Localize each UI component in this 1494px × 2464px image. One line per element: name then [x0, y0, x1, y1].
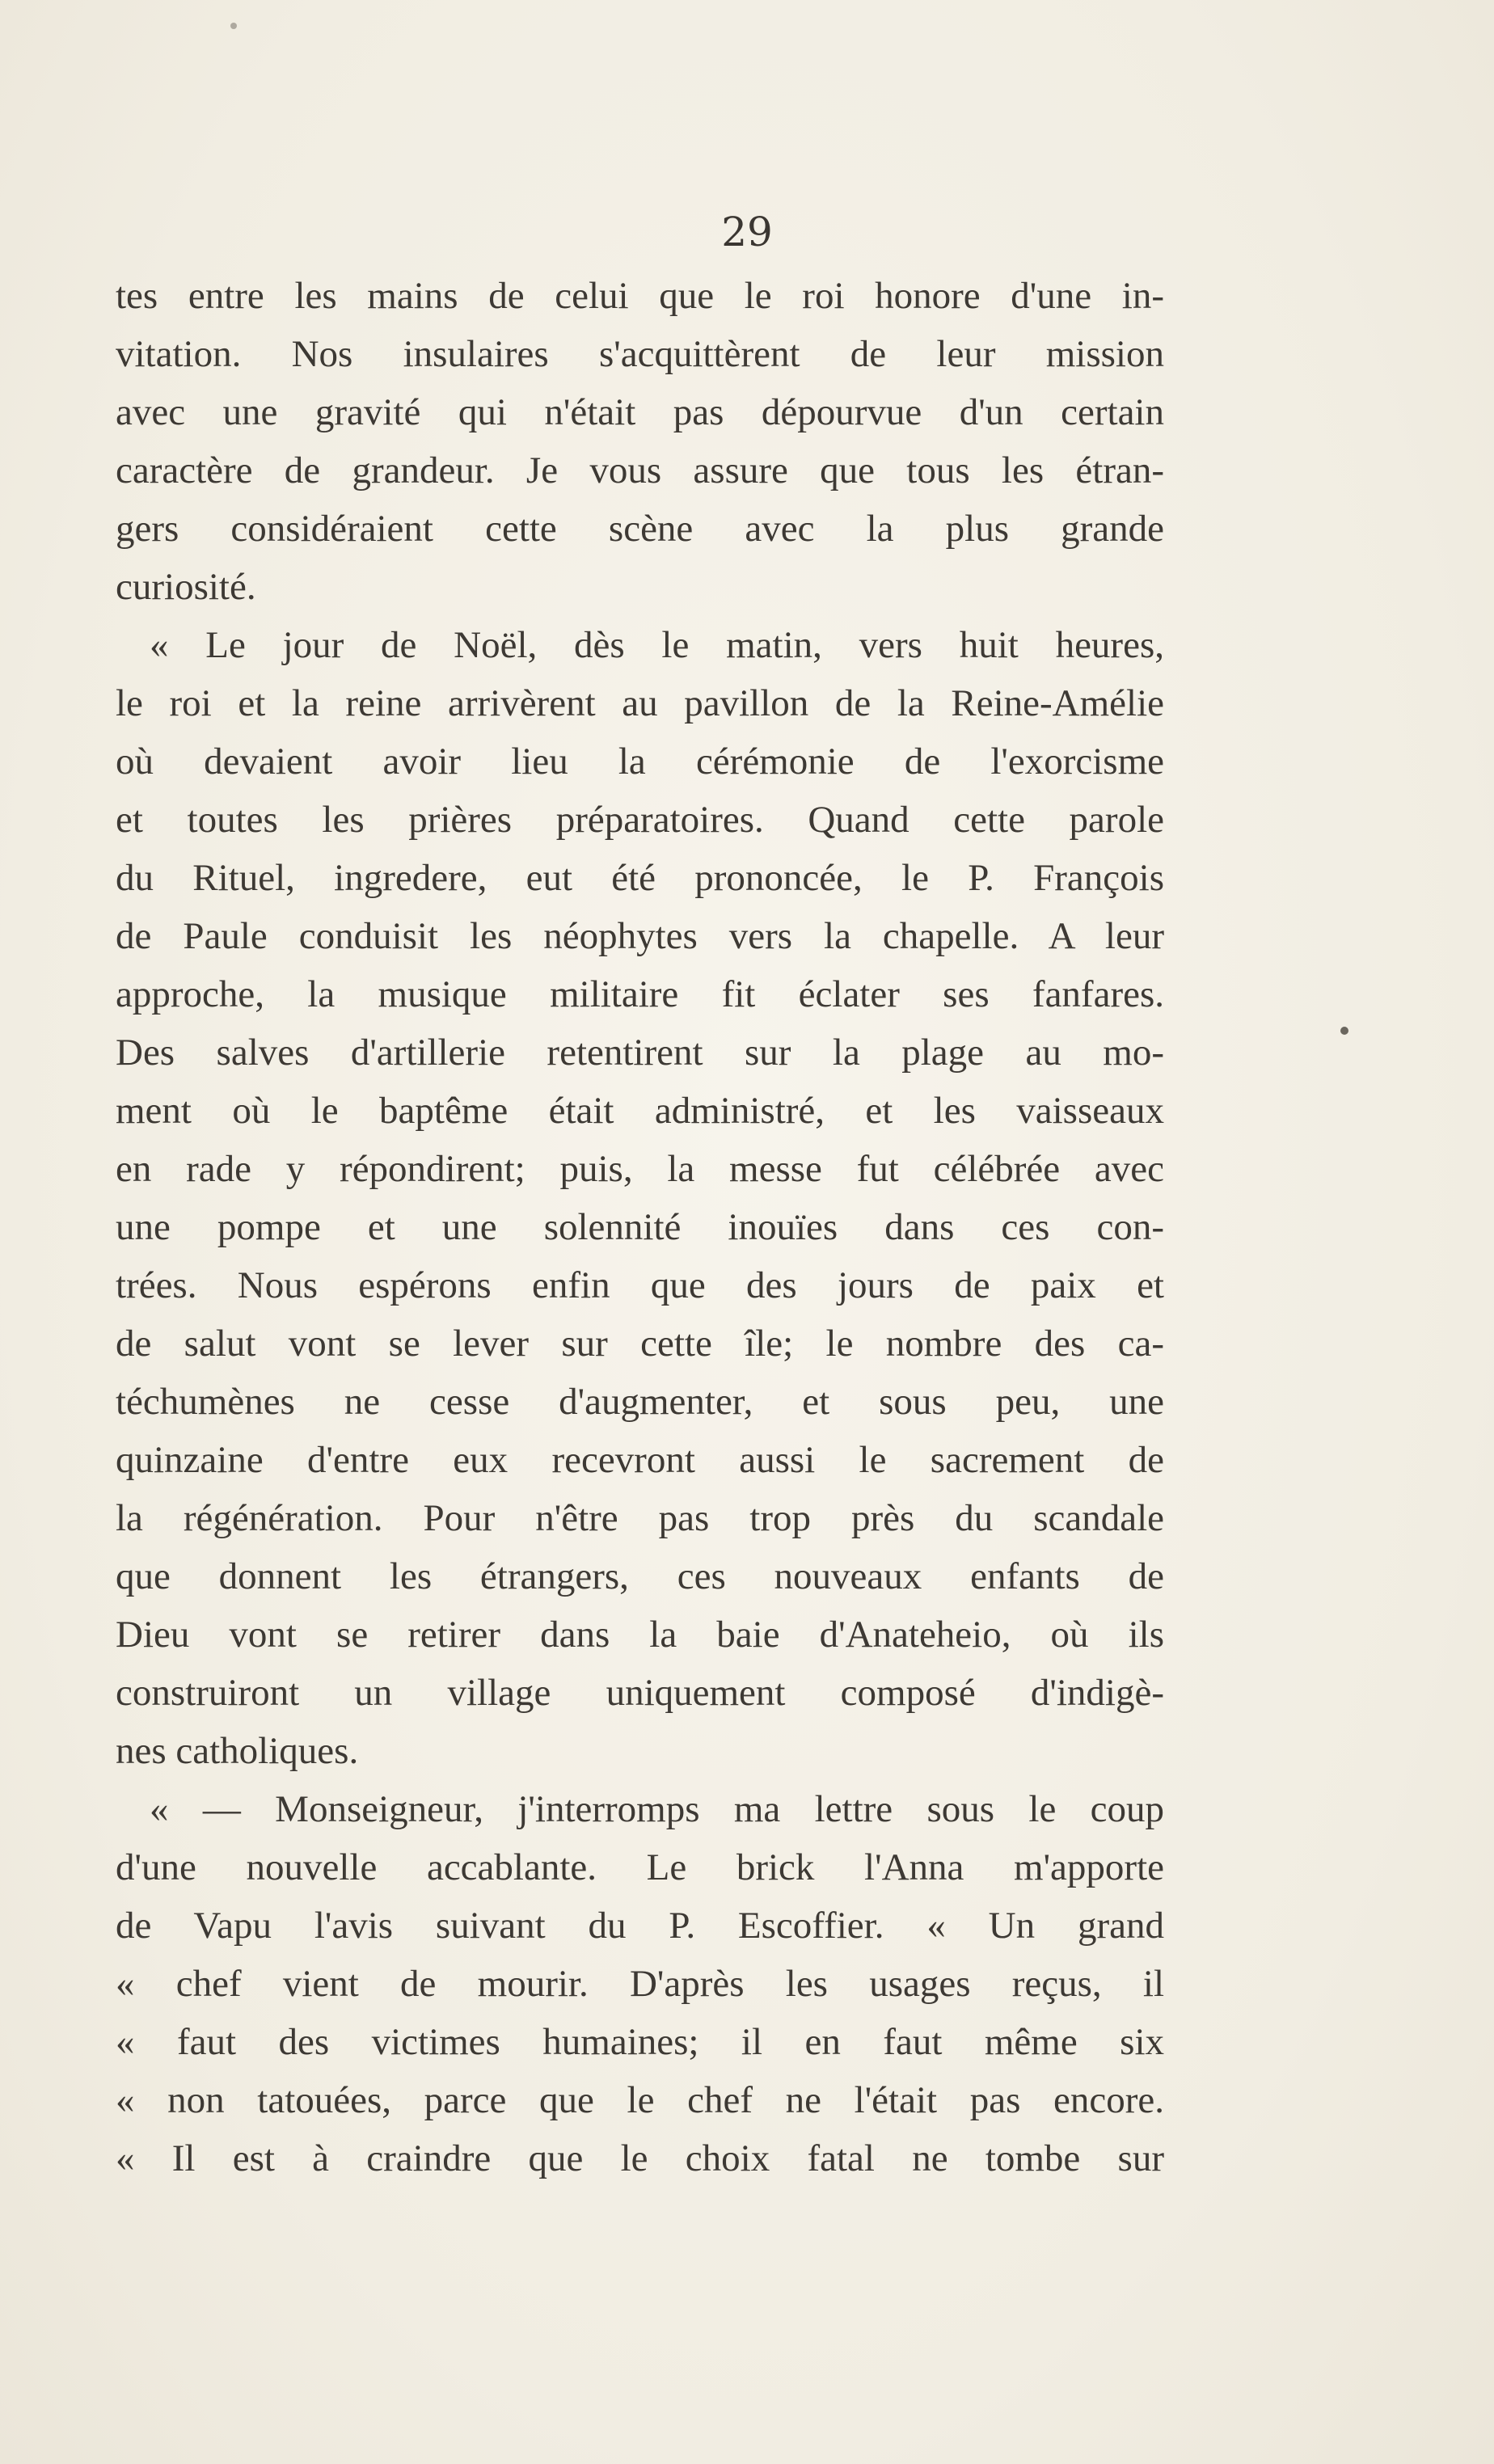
text-line: d'une nouvelle accablante. Le brick l'Anna m'apporte — [116, 1846, 1164, 1888]
text-line: de Vapu l'avis suivant du P. Escoffier. « Un grand — [116, 1905, 1164, 1947]
text-line: « non tatouées, parce que le chef ne l'était pas encore. — [116, 2079, 1164, 2121]
text-line: approche, la musique militaire fit éclater ses fanfares. — [116, 973, 1164, 1015]
text-line: le roi et la reine arrivèrent au pavillon de la Reine-Amélie — [116, 682, 1164, 724]
text-line: et toutes les prières préparatoires. Quand cette parole — [116, 799, 1164, 841]
text-line: curiosité. — [116, 566, 256, 608]
text-line: « Le jour de Noël, dès le matin, vers huit heures, — [150, 624, 1164, 666]
text-line: nes catholiques. — [116, 1730, 359, 1772]
text-line: « faut des victimes humaines; il en faut même six — [116, 2021, 1164, 2063]
body-text — [116, 267, 1164, 2188]
text-line: la régénération. Pour n'être pas trop près du scandale — [116, 1497, 1164, 1539]
text-line: ment où le baptême était administré, et les vaisseaux — [116, 1090, 1164, 1132]
text-line: vitation. Nos insulaires s'acquittèrent de leur mission — [116, 333, 1164, 375]
text-line: « Il est à craindre que le choix fatal ne tombe sur — [116, 2137, 1164, 2179]
text-line: téchumènes ne cesse d'augmenter, et sous peu, une — [116, 1381, 1164, 1423]
text-line: en rade y répondirent; puis, la messe fut célébrée avec — [116, 1148, 1164, 1190]
text-line: construiront un village uniquement composé d'indigè- — [116, 1672, 1164, 1714]
paper-speck — [230, 23, 237, 29]
text-line: trées. Nous espérons enfin que des jours de paix et — [116, 1264, 1164, 1306]
text-line: avec une gravité qui n'était pas dépourvue d'un certain — [116, 391, 1164, 433]
text-line: de salut vont se lever sur cette île; le nombre des ca- — [116, 1323, 1164, 1365]
text-line: Des salves d'artillerie retentirent sur la plage au mo- — [116, 1032, 1164, 1074]
text-line: caractère de grandeur. Je vous assure que tous les étran- — [116, 449, 1164, 492]
text-line: de Paule conduisit les néophytes vers la chapelle. A leur — [116, 915, 1164, 957]
text-line: que donnent les étrangers, ces nouveaux enfants de — [116, 1555, 1164, 1597]
text-line: une pompe et une solennité inouïes dans ces con- — [116, 1206, 1164, 1248]
text-line: « — Monseigneur, j'interromps ma lettre sous le coup — [150, 1788, 1164, 1830]
paragraph-3 — [116, 1780, 1164, 2188]
text-line: quinzaine d'entre eux recevront aussi le sacrement de — [116, 1439, 1164, 1481]
paper-speck — [1340, 1027, 1348, 1035]
text-line: où devaient avoir lieu la cérémonie de l'exorcisme — [116, 740, 1164, 783]
text-line: « chef vient de mourir. D'après les usages reçus, il — [116, 1963, 1164, 2005]
text-line: gers considéraient cette scène avec la plus grande — [116, 508, 1164, 550]
text-line: tes entre les mains de celui que le roi honore d'une in- — [116, 275, 1164, 317]
text-line: du Rituel, ingredere, eut été prononcée, le P. François — [116, 857, 1164, 899]
paragraph-2 — [116, 616, 1164, 1780]
text-line: Dieu vont se retirer dans la baie d'Anateheio, où ils — [116, 1614, 1164, 1656]
page-number: 29 — [721, 209, 773, 255]
paragraph-1 — [116, 267, 1164, 616]
